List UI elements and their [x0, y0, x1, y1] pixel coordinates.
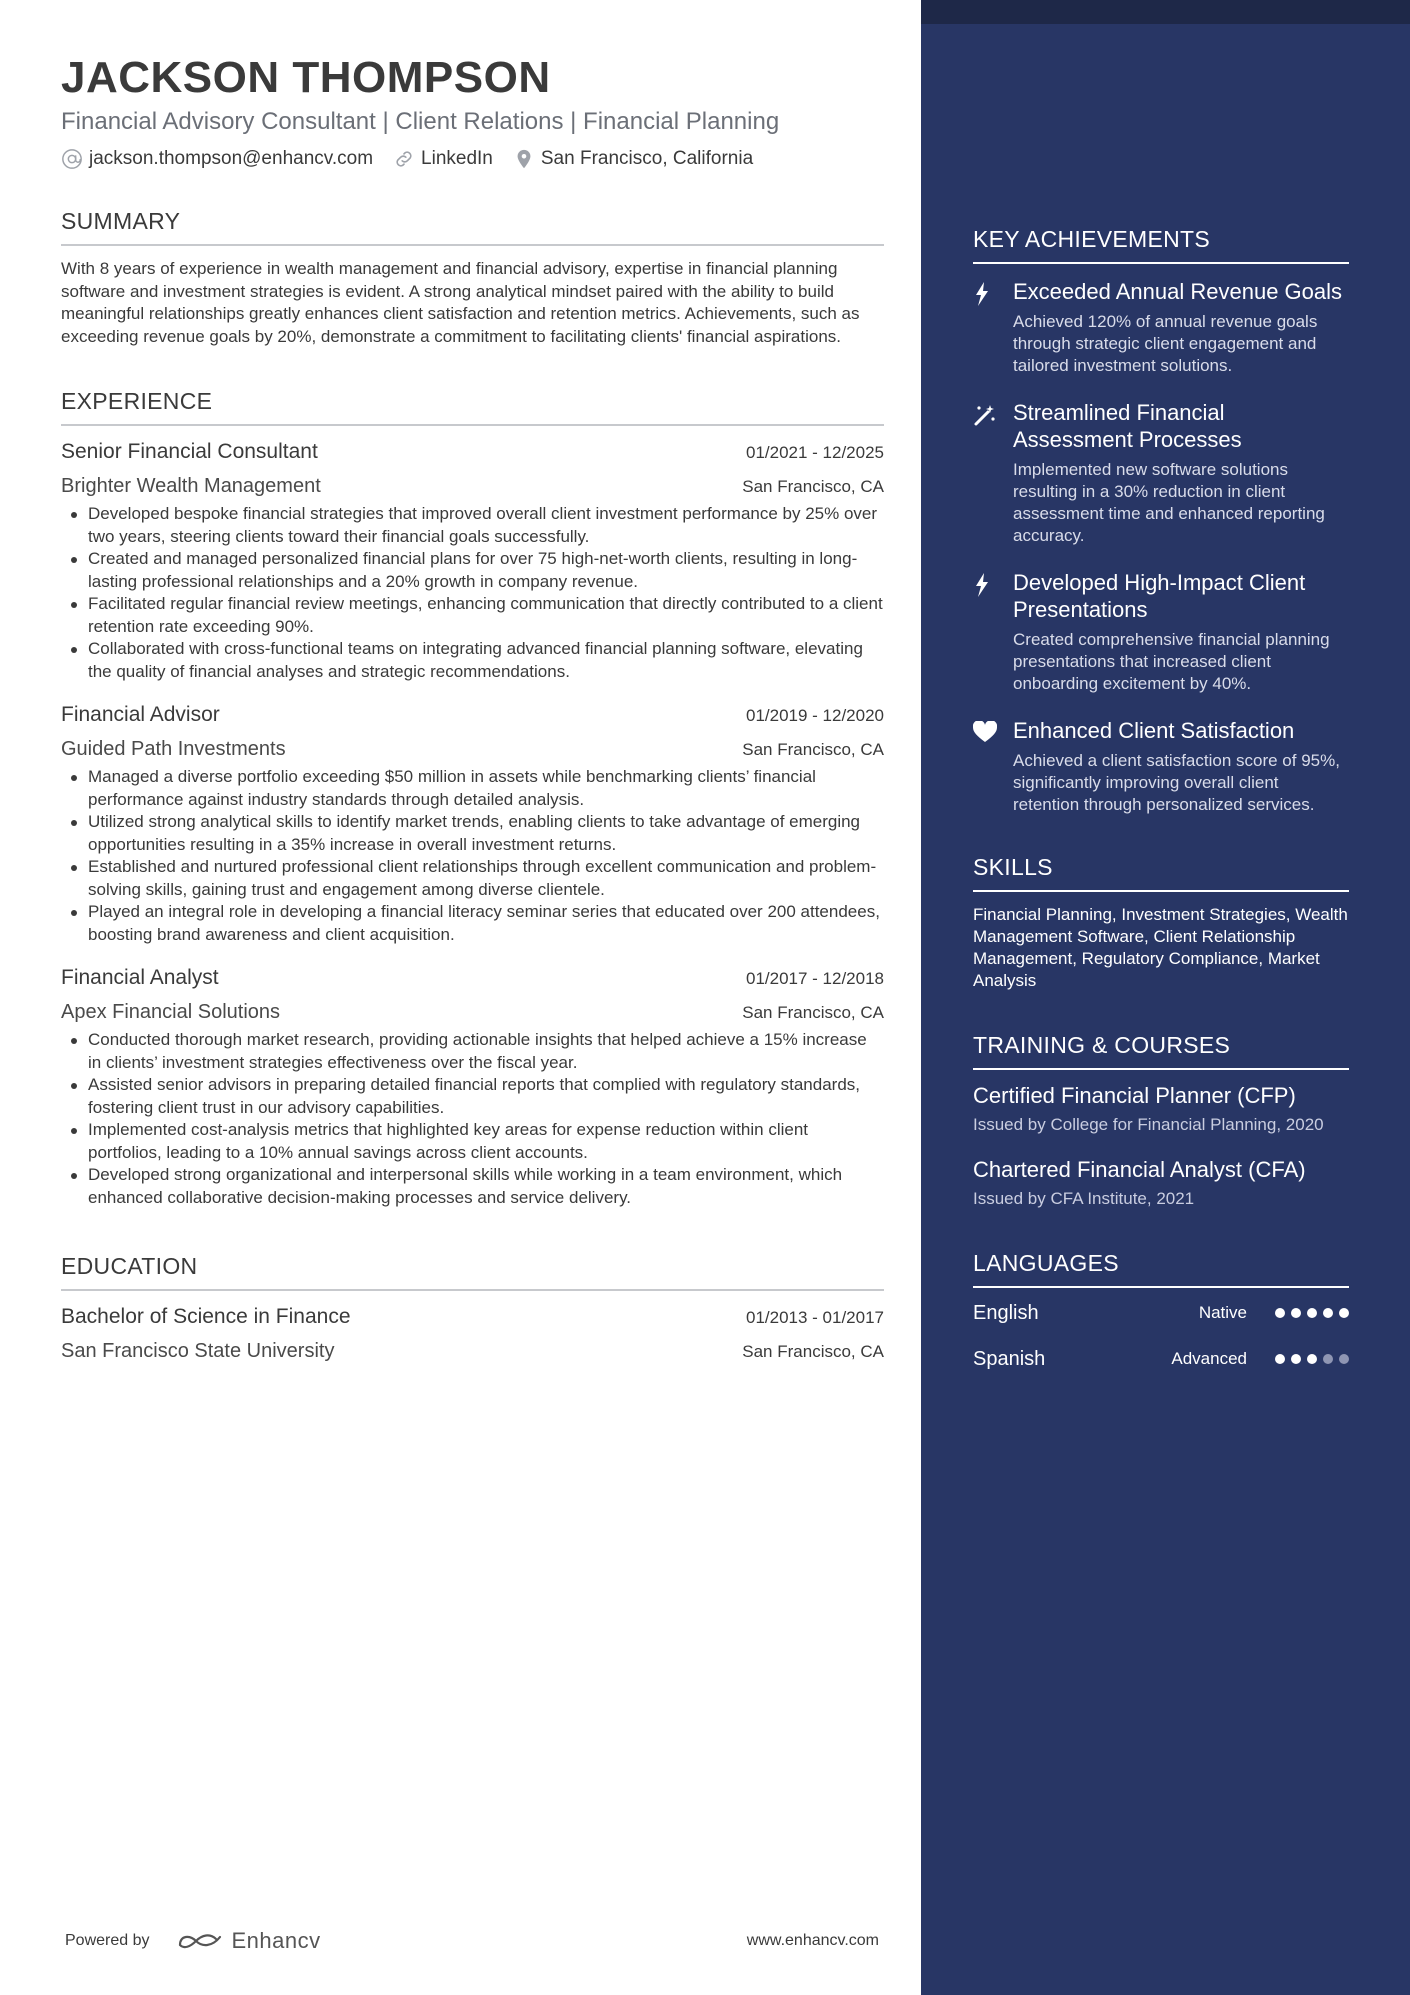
education-title: EDUCATION [61, 1251, 884, 1291]
job-dates: 01/2017 - 12/2018 [745, 969, 884, 988]
achievement-desc: Achieved a client satisfaction score of 95%, significantly improving overall client retention through personalized services. [1013, 751, 1340, 814]
job-bullets [61, 503, 884, 683]
email-text: jackson.thompson@enhancv.com [89, 148, 374, 169]
company-name: Brighter Wealth Management [61, 475, 321, 497]
achievement-title: Developed High-Impact Client Presentations [1013, 570, 1306, 622]
achievement-item [973, 399, 1349, 547]
job-location: San Francisco, CA [742, 740, 884, 759]
bullet-item: Managed a diverse portfolio exceeding $50 million in assets while benchmarking clients’ financial performance against industry standards through detailed analysis. [61, 766, 884, 811]
skills-title: SKILLS [973, 852, 1349, 892]
bullet-item: Conducted thorough market research, providing actionable insights that helped achieve a 15% increase in clients’ investment strategies effectiveness over the fiscal year. [61, 1029, 884, 1074]
experience-entry [61, 438, 884, 683]
rating-dot-filled [1291, 1308, 1301, 1318]
language-row [973, 1344, 1349, 1374]
experience-section [61, 386, 884, 1209]
headline: Financial Advisory Consultant | Client Relations | Financial Planning [61, 108, 780, 135]
achievement-item [973, 278, 1349, 377]
languages-title: LANGUAGES [973, 1248, 1349, 1288]
bolt-icon [973, 573, 991, 597]
summary-text: With 8 years of experience in wealth management and financial advisory, expertise in financial planning software and investment strategies is evident. A strong analytical mindset paired with the ability to build meaningful relationships greatly enhances client satisfaction and retention metrics. Achievements, such as exceeding revenue goals by 20%, demonstrate a commitment to facilitating clients' financial aspirations. [61, 259, 860, 346]
website-link[interactable]: www.enhancv.com [746, 1932, 879, 1949]
job-dates: 01/2019 - 12/2020 [745, 706, 884, 725]
rating-dot-filled [1307, 1308, 1317, 1318]
location-text: San Francisco, California [540, 148, 754, 169]
powered-by [65, 1928, 321, 1954]
rating-dot-filled [1339, 1308, 1349, 1318]
course-item [973, 1082, 1349, 1136]
job-bullets [61, 1029, 884, 1209]
enhancv-logo-icon [176, 1929, 224, 1953]
rating-dot-filled [1307, 1354, 1317, 1364]
company-name: Apex Financial Solutions [61, 1001, 281, 1023]
achievement-title: Streamlined Financial Assessment Processes [1013, 400, 1242, 452]
achievements-title: KEY ACHIEVEMENTS [973, 224, 1349, 264]
location-contact [513, 148, 753, 170]
training-section [973, 1030, 1349, 1210]
bolt-icon [973, 282, 991, 306]
enhancv-logo[interactable] [176, 1928, 321, 1954]
bullet-item: Developed strong organizational and interpersonal skills while working in a team environment, which enhanced collaborative decision-making processes and service delivery. [61, 1164, 884, 1209]
main-column [61, 52, 884, 1364]
company-name: Guided Path Investments [61, 738, 286, 760]
languages-section [973, 1248, 1349, 1374]
rating-dot-filled [1291, 1354, 1301, 1364]
course-title: Certified Financial Planner (CFP) [973, 1083, 1296, 1108]
heart-icon [973, 721, 997, 743]
education-entry [61, 1303, 884, 1364]
achievement-item [973, 569, 1349, 695]
education-section [61, 1251, 884, 1364]
achievement-title: Enhanced Client Satisfaction [1013, 718, 1295, 743]
achievement-desc: Created comprehensive financial planning presentations that increased client onboarding excitement by 40%. [1013, 630, 1330, 693]
at-icon [61, 148, 83, 170]
bullet-item: Created and managed personalized financial plans for over 75 high-net-worth clients, resulting in long-lasting professional relationships and a 20% growth in company revenue. [61, 548, 884, 593]
course-desc: Issued by CFA Institute, 2021 [973, 1189, 1195, 1208]
rating-dot-filled [1323, 1308, 1333, 1318]
language-rating [1269, 1354, 1349, 1364]
language-rating [1269, 1308, 1349, 1318]
job-title: Financial Analyst [61, 966, 219, 989]
achievement-item [973, 717, 1349, 816]
rating-dot-filled [1275, 1354, 1285, 1364]
email-contact[interactable] [61, 148, 373, 170]
language-name: English [973, 1301, 1039, 1324]
skills-text: Financial Planning, Investment Strategies, Wealth Management Software, Client Relationship Management, Regulatory Compliance, Market Analysis [973, 905, 1348, 990]
experience-entry [61, 964, 884, 1209]
achievement-desc: Achieved 120% of annual revenue goals through strategic client engagement and tailored investment solutions. [1013, 312, 1318, 375]
bullet-item: Implemented cost-analysis metrics that highlighted key areas for expense reduction within client portfolios, leading to a 10% annual savings across client accounts. [61, 1119, 884, 1164]
footer [65, 1928, 879, 1954]
bullet-item: Established and nurtured professional client relationships through excellent communication and problem-solving skills, gaining trust and engagement among diverse clientele. [61, 856, 884, 901]
achievement-desc: Implemented new software solutions resulting in a 30% reduction in client assessment time and enhanced reporting accuracy. [1013, 460, 1325, 545]
language-row [973, 1298, 1349, 1328]
job-bullets [61, 766, 884, 946]
experience-entry [61, 701, 884, 946]
education-dates: 01/2013 - 01/2017 [745, 1308, 884, 1327]
link-icon [393, 148, 415, 170]
bullet-item: Played an integral role in developing a financial literacy seminar series that educated over 200 attendees, boosting brand awareness and client acquisition. [61, 901, 884, 946]
degree-title: Bachelor of Science in Finance [61, 1305, 351, 1328]
sidebar [921, 0, 1410, 1995]
course-item [973, 1156, 1349, 1210]
bullet-item: Utilized strong analytical skills to identify market trends, enabling clients to take advantage of emerging opportunities resulting in a 35% increase in overall investment returns. [61, 811, 884, 856]
job-location: San Francisco, CA [742, 1003, 884, 1022]
magic-wand-icon [973, 403, 997, 427]
candidate-name: JACKSON THOMPSON [61, 53, 551, 102]
skills-section [973, 852, 1349, 992]
course-desc: Issued by College for Financial Planning, 2020 [973, 1115, 1324, 1134]
powered-by-label: Powered by [65, 1932, 150, 1949]
school-name: San Francisco State University [61, 1340, 335, 1362]
bullet-item: Collaborated with cross-functional teams on integrating advanced financial planning software, elevating the quality of financial analyses and strategic recommendations. [61, 638, 884, 683]
experience-title: EXPERIENCE [61, 386, 884, 426]
bullet-item: Facilitated regular financial review meetings, enhancing communication that directly contributed to a client retention rate exceeding 90%. [61, 593, 884, 638]
education-location: San Francisco, CA [742, 1342, 884, 1361]
summary-section [61, 206, 884, 348]
summary-title: SUMMARY [61, 206, 884, 246]
language-level: Advanced [1171, 1349, 1247, 1368]
training-title: TRAINING & COURSES [973, 1030, 1349, 1070]
language-level: Native [1198, 1303, 1247, 1322]
bullet-item: Assisted senior advisors in preparing detailed financial reports that complied with regulatory standards, fostering client trust in our advisory capabilities. [61, 1074, 884, 1119]
rating-dot-filled [1275, 1308, 1285, 1318]
achievements-section [973, 224, 1349, 816]
brand-name: Enhancv [231, 1928, 321, 1953]
sidebar-content [973, 224, 1349, 1374]
linkedin-contact[interactable] [393, 148, 493, 170]
bullet-item: Developed bespoke financial strategies that improved overall client investment performance by 25% over two years, steering clients toward their financial goals successfully. [61, 503, 884, 548]
course-title: Chartered Financial Analyst (CFA) [973, 1157, 1306, 1182]
job-title: Senior Financial Consultant [61, 440, 318, 463]
language-name: Spanish [973, 1347, 1046, 1370]
rating-dot-empty [1339, 1354, 1349, 1364]
rating-dot-empty [1323, 1354, 1333, 1364]
sidebar-top-band [921, 0, 1410, 24]
contact-row [61, 148, 884, 170]
job-dates: 01/2021 - 12/2025 [745, 443, 884, 462]
linkedin-text: LinkedIn [421, 148, 493, 169]
map-pin-icon [513, 148, 535, 170]
job-title: Financial Advisor [61, 703, 220, 726]
job-location: San Francisco, CA [742, 477, 884, 496]
achievement-title: Exceeded Annual Revenue Goals [1013, 279, 1343, 304]
